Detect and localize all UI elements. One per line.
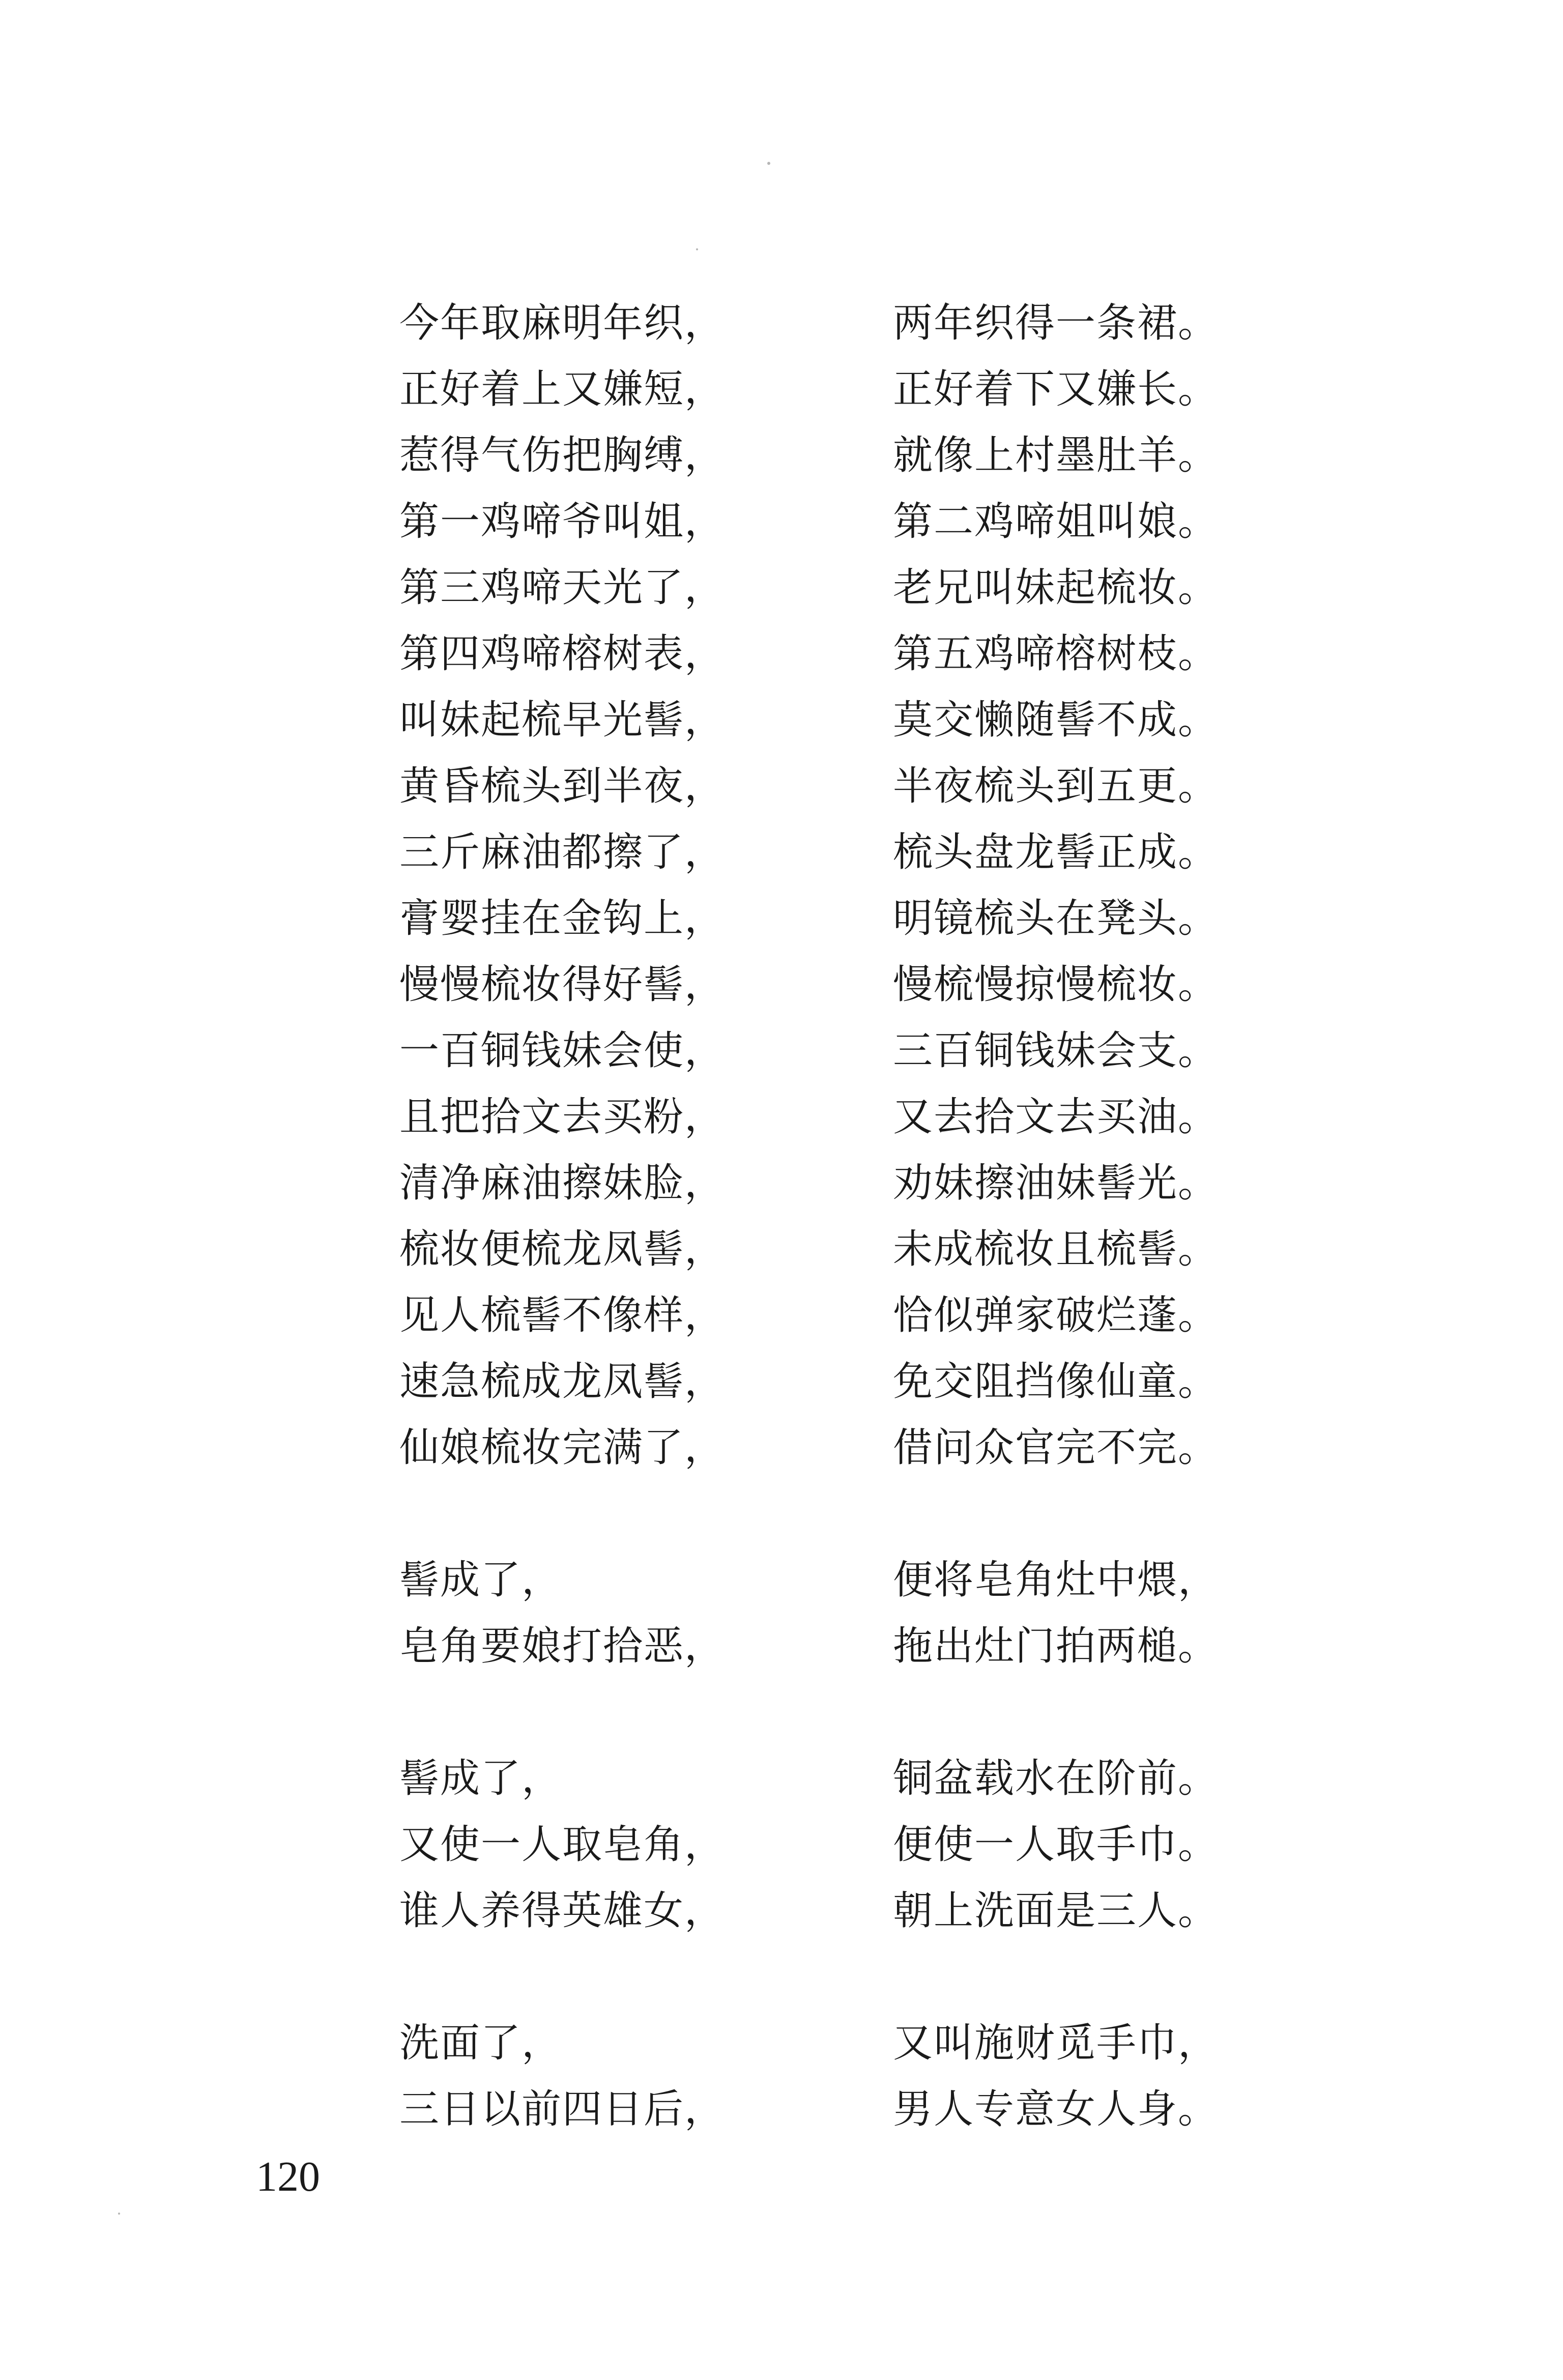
verse-line	[399, 687, 1264, 753]
verse-right-half: 老兄叫妹起梳妆。	[893, 565, 1219, 611]
paper-speck	[767, 162, 770, 165]
verse-left-half: 清净麻油擦妹脸，	[399, 1160, 726, 1206]
verse-line	[399, 1349, 1264, 1415]
stanza	[399, 2010, 1264, 2142]
verse-right-half: 朝上洗面是三人。	[893, 1888, 1219, 1934]
stanza	[399, 290, 1264, 1481]
verse-right-half: 正好着下又嫌长。	[893, 366, 1219, 412]
verse-line	[399, 1878, 1264, 1944]
verse-left-half: 膏婴挂在金钩上，	[399, 896, 726, 941]
verse-right-half: 三百铜钱妹会支。	[893, 1028, 1219, 1074]
verse-right-half: 第二鸡啼姐叫娘。	[893, 499, 1219, 544]
verse-right-half: 劝妹擦油妹髻光。	[893, 1160, 1219, 1206]
verse-right-half: 便使一人取手巾。	[893, 1822, 1219, 1868]
verse-right-half: 莫交懒随髻不成。	[893, 697, 1219, 743]
verse-left-half: 正好着上又嫌短，	[399, 366, 726, 412]
verse-line	[399, 1812, 1264, 1878]
poem-body	[399, 290, 1264, 2209]
verse-right-half: 恰似弹家破烂蓬。	[893, 1293, 1219, 1338]
verse-line	[399, 290, 1264, 356]
verse-left-half: 慢慢梳妆得好髻，	[399, 962, 726, 1008]
verse-line	[399, 819, 1264, 885]
verse-right-half: 第五鸡啼榕树枝。	[893, 631, 1219, 677]
verse-right-half: 借问众官完不完。	[893, 1425, 1219, 1471]
verse-right-half: 男人专意女人身。	[893, 2086, 1219, 2132]
verse-line	[399, 1547, 1264, 1613]
verse-right-half: 便将皂角灶中煨，	[893, 1557, 1219, 1603]
verse-left-half: 叫妹起梳早光髻，	[399, 697, 726, 743]
verse-right-half: 又叫施财觅手巾，	[893, 2020, 1219, 2066]
verse-left-half: 髻成了，	[399, 1557, 563, 1603]
verse-line	[399, 422, 1264, 489]
verse-left-half: 又使一人取皂角，	[399, 1822, 726, 1868]
verse-left-half: 髻成了，	[399, 1756, 563, 1801]
verse-left-half: 皂角要娘打拾恶，	[399, 1623, 726, 1669]
verse-left-half: 谁人养得英雄女，	[399, 1888, 726, 1934]
verse-right-half: 梳头盘龙髻正成。	[893, 829, 1219, 875]
verse-left-half: 第一鸡啼爷叫姐，	[399, 499, 726, 544]
page-number: 120	[256, 2153, 320, 2200]
verse-right-half: 拖出灶门拍两槌。	[893, 1623, 1219, 1669]
verse-line	[399, 1745, 1264, 1812]
verse-left-half: 见人梳髻不像样，	[399, 1293, 726, 1338]
verse-right-half: 就像上村墨肚羊。	[893, 433, 1219, 478]
verse-right-half: 未成梳妆且梳髻。	[893, 1226, 1219, 1272]
verse-left-half: 一百铜钱妹会使，	[399, 1028, 726, 1074]
verse-line	[399, 621, 1264, 687]
verse-line	[399, 489, 1264, 555]
verse-line	[399, 555, 1264, 621]
verse-left-half: 三斤麻油都擦了，	[399, 829, 726, 875]
verse-line	[399, 2076, 1264, 2142]
verse-left-half: 黄昏梳头到半夜，	[399, 763, 726, 809]
verse-left-half: 三日以前四日后，	[399, 2086, 726, 2132]
stanza	[399, 1547, 1264, 1679]
verse-left-half: 洗面了，	[399, 2020, 563, 2066]
verse-left-half: 梳妆便梳龙凤髻，	[399, 1226, 726, 1272]
verse-right-half: 铜盆载水在阶前。	[893, 1756, 1219, 1801]
verse-right-half: 慢梳慢掠慢梳妆。	[893, 962, 1219, 1008]
verse-line	[399, 1282, 1264, 1349]
verse-line	[399, 1150, 1264, 1216]
verse-line	[399, 753, 1264, 819]
verse-line	[399, 1084, 1264, 1150]
verse-line	[399, 1018, 1264, 1084]
verse-right-half: 明镜梳头在凳头。	[893, 896, 1219, 941]
verse-left-half: 且把拾文去买粉，	[399, 1094, 726, 1140]
stanza	[399, 1745, 1264, 1944]
verse-line	[399, 1216, 1264, 1282]
paper-speck	[696, 248, 698, 250]
verse-left-half: 第四鸡啼榕树表，	[399, 631, 726, 677]
paper-speck	[118, 2213, 120, 2215]
verse-left-half: 第三鸡啼天光了，	[399, 565, 726, 611]
verse-left-half: 仙娘梳妆完满了，	[399, 1425, 726, 1471]
verse-right-half: 两年织得一条裙。	[893, 300, 1219, 346]
verse-line	[399, 2010, 1264, 2076]
verse-right-half: 免交阻挡像仙童。	[893, 1359, 1219, 1404]
verse-line	[399, 952, 1264, 1018]
verse-left-half: 速急梳成龙凤髻，	[399, 1359, 726, 1404]
verse-line	[399, 1415, 1264, 1481]
verse-right-half: 又去拾文去买油。	[893, 1094, 1219, 1140]
verse-line	[399, 885, 1264, 952]
verse-left-half: 惹得气伤把胸缚，	[399, 433, 726, 478]
verse-right-half: 半夜梳头到五更。	[893, 763, 1219, 809]
verse-left-half: 今年取麻明年织，	[399, 300, 726, 346]
verse-line	[399, 356, 1264, 422]
verse-line	[399, 1613, 1264, 1679]
